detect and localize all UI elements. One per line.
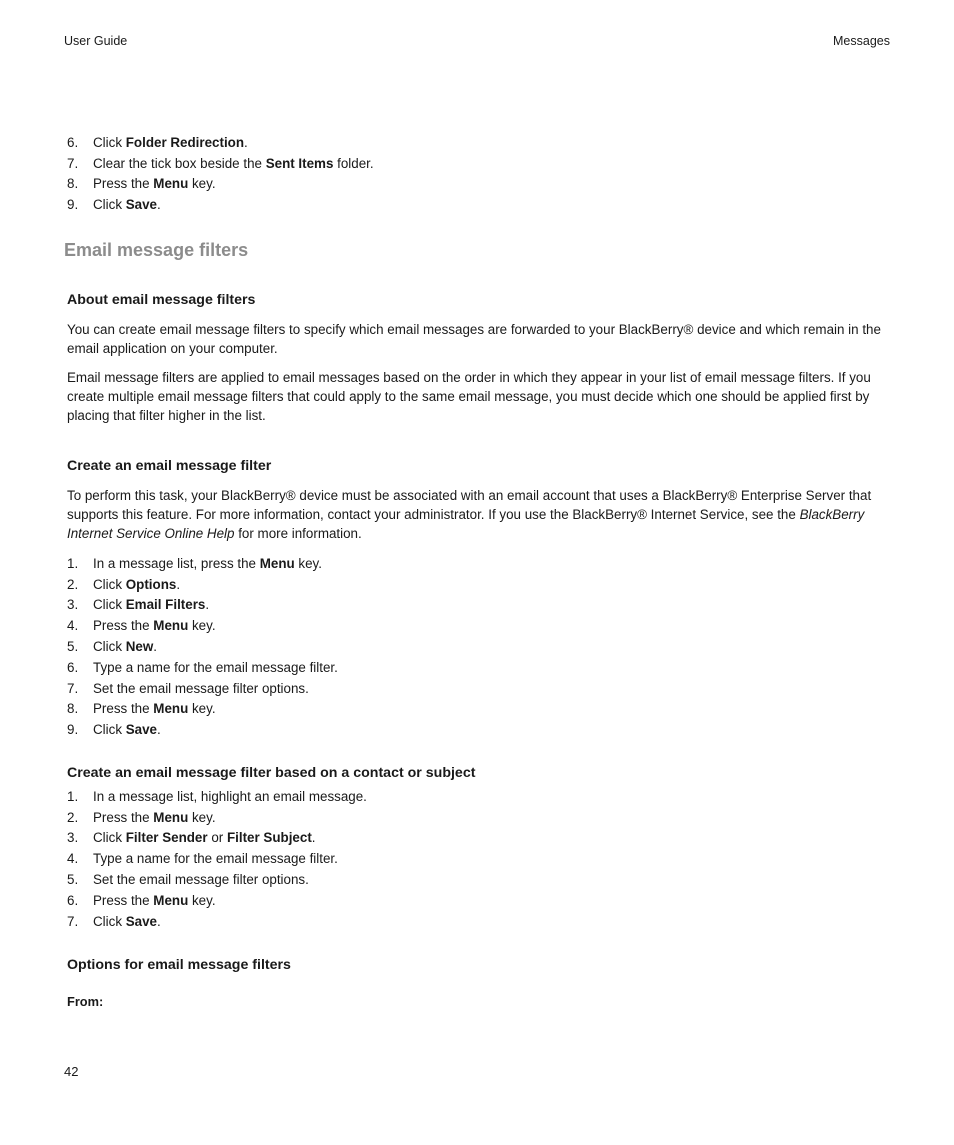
ui-term: Folder Redirection xyxy=(125,134,245,150)
create-steps-list xyxy=(67,553,887,740)
step-number: 6. xyxy=(67,892,79,908)
text-run: In a message list, highlight an email message. xyxy=(93,788,367,804)
text-run: Click xyxy=(93,913,126,929)
text-run: Set the email message filter options. xyxy=(93,680,309,696)
step-item xyxy=(67,595,887,616)
step-item xyxy=(67,807,887,828)
step-number: 5. xyxy=(67,872,79,888)
step-number: 2. xyxy=(67,809,79,825)
text-run: key. xyxy=(188,701,216,717)
text-run: . xyxy=(153,639,158,655)
from-label: From: xyxy=(67,994,104,1009)
step-number: 1. xyxy=(67,555,79,571)
step-item xyxy=(67,553,887,574)
step-item xyxy=(67,699,887,720)
step-number: 7. xyxy=(67,680,79,696)
options-heading: Options for email message filters xyxy=(67,957,291,973)
step-text xyxy=(93,891,216,910)
ui-term: Menu xyxy=(153,176,189,192)
step-text xyxy=(93,699,216,718)
step-text xyxy=(93,616,216,635)
text-run: Type a name for the email message filter. xyxy=(93,851,338,867)
step-number: 3. xyxy=(67,830,79,846)
step-text xyxy=(93,154,374,173)
about-paragraph-1: You can create email message filters to specify which email messages are forwarded to your BlackBerry® device and which remain in the email application on your computer. xyxy=(67,322,881,356)
step-number: 7. xyxy=(67,155,79,171)
step-item xyxy=(67,828,887,849)
step-text xyxy=(93,849,338,868)
text-run: Click xyxy=(93,576,126,592)
text-run: Press the xyxy=(93,176,154,192)
step-number: 7. xyxy=(67,913,79,929)
doc-reference: BlackBerry Internet Service Online Help xyxy=(67,507,865,541)
page-header-right: Messages xyxy=(833,34,890,48)
step-item xyxy=(67,786,887,807)
page-header-left: User Guide xyxy=(64,34,128,48)
text-run: key. xyxy=(188,892,216,908)
step-item xyxy=(67,911,887,932)
text-run: Set the email message filter options. xyxy=(93,872,309,888)
step-number: 1. xyxy=(67,788,79,804)
step-text xyxy=(93,595,209,614)
text-run: . xyxy=(157,197,161,213)
ui-term: Options xyxy=(125,576,177,592)
step-item xyxy=(67,678,887,699)
text-run: Press the xyxy=(93,618,154,634)
section-title: Email message filters xyxy=(64,240,249,260)
step-number: 5. xyxy=(67,639,79,655)
text-run: . xyxy=(157,913,161,929)
step-text xyxy=(93,637,157,656)
step-number: 8. xyxy=(67,176,79,192)
page-number: 42 xyxy=(64,1064,79,1079)
step-text xyxy=(93,828,316,847)
text-run: . xyxy=(176,576,181,592)
text-run: . xyxy=(311,830,316,846)
text-run: Type a name for the email message filter. xyxy=(93,659,338,675)
step-text xyxy=(93,808,216,827)
text-run: . xyxy=(157,722,161,738)
ui-term: Email Filters xyxy=(125,597,206,613)
step-number: 6. xyxy=(67,659,79,675)
step-item xyxy=(67,574,887,595)
text-run: Press the xyxy=(93,701,154,717)
top-steps-list xyxy=(67,132,887,215)
ui-term: Menu xyxy=(153,618,189,634)
ui-term: Menu xyxy=(153,809,189,825)
step-item xyxy=(67,194,887,215)
text-run: Click xyxy=(93,134,126,150)
text-run: Click xyxy=(93,722,126,738)
text-run: Click xyxy=(93,639,126,655)
step-item xyxy=(67,153,887,174)
step-text xyxy=(93,575,180,594)
create-heading: Create an email message filter xyxy=(67,458,272,474)
text-run: key. xyxy=(188,809,216,825)
step-item xyxy=(67,174,887,195)
step-text xyxy=(93,679,309,698)
step-text xyxy=(93,174,216,193)
step-number: 9. xyxy=(67,722,79,738)
step-item xyxy=(67,848,887,869)
text-run: Click xyxy=(93,830,126,846)
step-item xyxy=(67,636,887,657)
text-run: key. xyxy=(188,618,216,634)
step-item xyxy=(67,869,887,890)
step-item xyxy=(67,890,887,911)
step-text xyxy=(93,658,338,677)
text-run: Press the xyxy=(93,809,154,825)
step-text xyxy=(93,720,161,739)
step-text xyxy=(93,195,161,214)
ui-term: Save xyxy=(125,913,158,929)
text-run: Click xyxy=(93,597,126,613)
step-item xyxy=(67,132,887,153)
text-run: key. xyxy=(188,176,216,192)
step-number: 4. xyxy=(67,851,79,867)
step-number: 6. xyxy=(67,134,79,150)
text-run: Click xyxy=(93,197,126,213)
text-run: In a message list, press the xyxy=(93,555,260,571)
create-contact-heading: Create an email message filter based on a contact or subject xyxy=(67,765,476,781)
step-number: 2. xyxy=(67,576,79,592)
text-run: for more information. xyxy=(234,526,362,541)
step-number: 4. xyxy=(67,618,79,634)
ui-term: Save xyxy=(125,197,158,213)
create-intro xyxy=(67,486,890,543)
text-run: Press the xyxy=(93,892,154,908)
step-text xyxy=(93,912,161,931)
ui-term: New xyxy=(125,639,154,655)
step-number: 8. xyxy=(67,701,79,717)
step-text xyxy=(93,554,322,573)
text-run: . xyxy=(244,134,248,150)
step-item xyxy=(67,657,887,678)
step-item xyxy=(67,615,887,636)
step-number: 3. xyxy=(67,597,79,613)
step-text xyxy=(93,133,248,152)
step-text xyxy=(93,870,309,889)
text-run: key. xyxy=(294,555,322,571)
ui-term: Filter Sender xyxy=(125,830,208,846)
about-paragraph-2: Email message filters are applied to email messages based on the order in which they appear in your list of email message filters. If you create multiple email message filters that could apply to the same email message, you must decide which one should be applied first by placing that filter higher in the list. xyxy=(67,370,871,423)
step-item xyxy=(67,719,887,740)
text-run: Clear the tick box beside the xyxy=(93,155,266,171)
ui-term: Menu xyxy=(153,892,189,908)
step-text xyxy=(93,787,367,806)
create-contact-steps-list xyxy=(67,786,887,932)
ui-term: Filter Subject xyxy=(226,830,312,846)
about-heading: About email message filters xyxy=(67,292,256,308)
text-run: or xyxy=(207,830,227,846)
ui-term: Menu xyxy=(153,701,189,717)
ui-term: Save xyxy=(125,722,158,738)
text-run: To perform this task, your BlackBerry® device must be associated with an email account that uses a BlackBerry® Enterprise Server that supports this feature. For more information, contact your administrator. If you use the BlackBerry® Internet Service, see the xyxy=(67,488,872,522)
step-number: 9. xyxy=(67,197,79,213)
ui-term: Menu xyxy=(259,555,295,571)
text-run: . xyxy=(205,597,210,613)
text-run: folder. xyxy=(333,155,374,171)
ui-term: Sent Items xyxy=(265,155,334,171)
